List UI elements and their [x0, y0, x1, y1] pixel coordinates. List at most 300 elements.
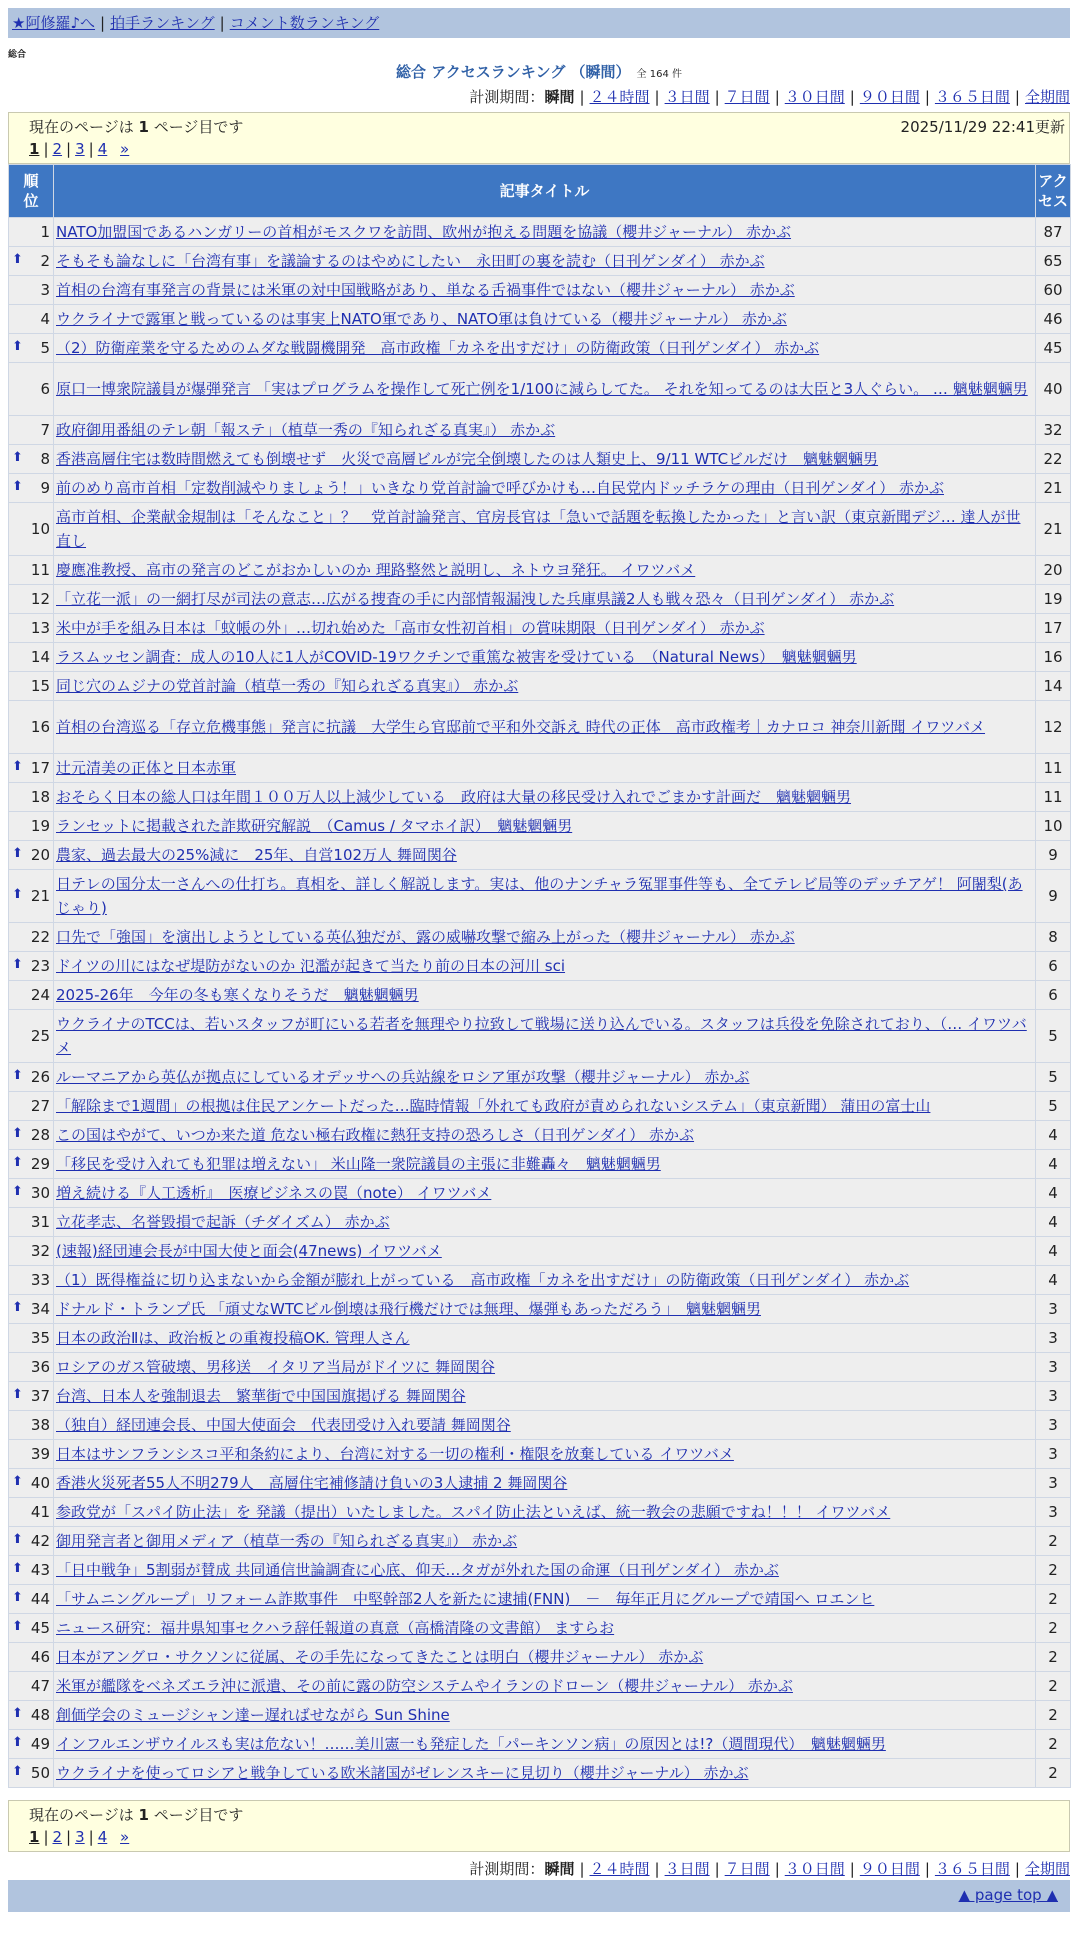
rank-number: 8 [40, 450, 50, 468]
title-cell [54, 1556, 1036, 1585]
rank-up-arrow-icon: ⬆ [12, 252, 23, 267]
table-row [9, 1353, 1071, 1382]
title-cell [54, 870, 1036, 923]
rank-up-arrow-icon: ⬆ [12, 1387, 23, 1402]
rank-number: 2 [40, 252, 50, 270]
access-count: 3 [1036, 1440, 1071, 1469]
period-selector-bottom [469, 1858, 1070, 1879]
access-count: 10 [1036, 812, 1071, 841]
article-title-link[interactable]: 高市首相、企業献金規制は「そんなこと」？ 党首討論発言、官房長官は「急いで話題を転換したかった」と言い訳（東京新聞デジ… 達人が世直し [56, 508, 1021, 550]
rank-number: 48 [30, 1706, 50, 1724]
pager-next-link[interactable]: » [120, 1828, 130, 1846]
pager-separator: | [66, 140, 72, 158]
article-title-link[interactable]: (速報)経団連会長が中国大使と面会(47news) イワツバメ [56, 1242, 442, 1260]
article-title-link[interactable]: 口先で「強国」を演出しようとしている英仏独だが、露の威嚇攻撃で縮み上がった（櫻井ジャーナル） 赤かぶ [56, 928, 795, 946]
rank-cell [9, 1469, 54, 1498]
period-link-0[interactable]: ２４時間 [589, 1860, 650, 1878]
article-title-link[interactable]: 首相の台湾巡る「存立危機事態」発言に抗議 大学生ら官邸前で平和外交訴え 時代の正体 高市政権考｜カナロコ 神奈川新聞 イワツバメ [56, 718, 986, 736]
period-link-2[interactable]: ７日間 [724, 1860, 770, 1878]
period-separator: | [774, 1860, 780, 1878]
table-row [9, 363, 1071, 416]
access-count: 87 [1036, 218, 1071, 247]
access-count: 17 [1036, 614, 1071, 643]
article-title-link[interactable]: 2025-26年 今年の冬も寒くなりそうだ 魑魅魍魎男 [56, 986, 419, 1004]
rank-cell [9, 1092, 54, 1121]
access-count: 20 [1036, 556, 1071, 585]
period-link-1[interactable]: ３日間 [664, 88, 710, 106]
period-separator: | [654, 88, 660, 106]
title-cell [54, 841, 1036, 870]
period-link-0[interactable]: ２４時間 [589, 88, 650, 106]
access-count: 4 [1036, 1150, 1071, 1179]
table-row [9, 247, 1071, 276]
ranking-title [0, 61, 1078, 82]
nav-link-applause-ranking[interactable]: 拍手ランキング [110, 14, 215, 32]
rank-cell [9, 1121, 54, 1150]
access-count: 14 [1036, 672, 1071, 701]
title-cell [54, 614, 1036, 643]
rank-cell [9, 334, 54, 363]
table-row [9, 754, 1071, 783]
table-row [9, 276, 1071, 305]
pager-link-page[interactable]: 2 [52, 140, 63, 158]
rank-number: 12 [30, 590, 50, 608]
pager-separator [111, 140, 116, 158]
article-title-link[interactable]: 日本の政治Ⅱは、政治板との重複投稿OK. 管理人さん [56, 1329, 410, 1347]
rank-cell [9, 783, 54, 812]
article-title-link[interactable]: ウクライナで露軍と戦っているのは事実上NATO軍であり、NATO軍は負けている（櫻井ジャーナル） 赤かぶ [56, 310, 787, 328]
access-count: 16 [1036, 643, 1071, 672]
table-row [9, 445, 1071, 474]
rank-cell [9, 556, 54, 585]
rank-up-arrow-icon: ⬆ [12, 1068, 23, 1083]
rank-number: 36 [30, 1358, 50, 1376]
access-count: 2 [1036, 1614, 1071, 1643]
access-count: 46 [1036, 305, 1071, 334]
access-count: 2 [1036, 1556, 1071, 1585]
top-nav-bar [8, 8, 1070, 38]
article-title-link[interactable]: NATO加盟国であるハンガリーの首相がモスクワを訪問、欧州が抱える問題を協議（櫻井ジャーナル） 赤かぶ [56, 223, 792, 241]
rank-cell [9, 614, 54, 643]
article-title-link[interactable]: 「立花一派」の一網打尽が司法の意志…広がる捜査の手に内部情報漏洩した兵庫県議2人も戦々恐々（日刊ゲンダイ） 赤かぶ [56, 590, 895, 608]
article-title-link[interactable]: 政府御用番組のテレ朝「報ステ」（植草一秀の『知られざる真実』） 赤かぶ [56, 421, 556, 439]
period-link-4[interactable]: ９０日間 [859, 88, 920, 106]
rank-cell [9, 672, 54, 701]
period-separator: | [579, 1860, 585, 1878]
pager-link-page[interactable]: 4 [97, 140, 108, 158]
table-row [9, 1585, 1071, 1614]
page-top-link[interactable]: ▲ page top ▲ [958, 1886, 1058, 1904]
period-separator: | [924, 1860, 930, 1878]
article-title-link[interactable]: ウクライナのTCCは、若いスタッフが町にいる若者を無理やり拉致して戦場に送り込んでいる。スタッフは兵役を免除されており、（… イワツバメ [56, 1015, 1027, 1057]
article-title-link[interactable]: 香港火災死者55人不明279人 高層住宅補修請け負いの3人逮捕 2 舞岡関谷 [56, 1474, 568, 1492]
article-title-link[interactable]: 香港高層住宅は数時間燃えても倒壊せず 火災で高層ビルが完全倒壊したのは人類史上、9/11 WTCビルだけ 魑魅魍魎男 [56, 450, 879, 468]
article-title-link[interactable]: 辻元清美の正体と日本赤軍 [56, 759, 237, 777]
rank-cell [9, 1324, 54, 1353]
article-title-link[interactable]: 「解除まで1週間」の根拠は住民アンケートだった…臨時情報「外れても政府が責められないシステム」（東京新聞） 蒲田の富士山 [56, 1097, 931, 1115]
column-header-title: 記事タイトル [54, 165, 1036, 218]
access-count: 8 [1036, 923, 1071, 952]
article-title-link[interactable]: 米中が手を組み日本は「蚊帳の外」…切れ始めた「高市女性初首相」の賞味期限（日刊ゲンダイ） 赤かぶ [56, 619, 765, 637]
title-cell [54, 1759, 1036, 1788]
rank-cell [9, 870, 54, 923]
period-separator: | [579, 88, 585, 106]
rank-up-arrow-icon: ⬆ [12, 1706, 23, 1721]
article-title-link[interactable]: 御用発言者と御用メディア（植草一秀の『知られざる真実』） 赤かぶ [56, 1532, 518, 1550]
rank-cell [9, 1353, 54, 1382]
title-cell [54, 276, 1036, 305]
title-cell [54, 556, 1036, 585]
title-cell [54, 1585, 1036, 1614]
pager-bottom [29, 1828, 129, 1846]
pager-link-page[interactable]: 3 [75, 1828, 85, 1846]
rank-number: 41 [30, 1503, 50, 1521]
rank-number: 39 [30, 1445, 50, 1463]
article-title-link[interactable]: 日テレの国分太一さんへの仕打ち。真相を、詳しく解説します。実は、他のナンチャラ冤罪事件等も、全てテレビ局等のデッチアゲ！ 阿闍梨(あじゃり) [56, 875, 1023, 917]
title-cell [54, 1672, 1036, 1701]
table-row [9, 1150, 1071, 1179]
table-row [9, 1440, 1071, 1469]
page-info-top [8, 112, 1070, 164]
article-title-link[interactable]: ドナルド・トランプ氏 「頑丈なWTCビル倒壊は飛行機だけでは無理、爆弾もあっただろう」 魑魅魍魎男 [56, 1300, 761, 1318]
rank-number: 21 [30, 887, 50, 905]
rank-number: 47 [30, 1677, 50, 1695]
rank-cell [9, 416, 54, 445]
title-cell [54, 1237, 1036, 1266]
rank-number: 49 [30, 1735, 50, 1753]
title-cell [54, 1440, 1036, 1469]
title-cell [54, 1150, 1036, 1179]
table-row [9, 1382, 1071, 1411]
pager-separator: | [43, 1828, 49, 1846]
article-title-link[interactable]: 立花孝志、名誉毀損で起訴（チダイズム） 赤かぶ [56, 1213, 390, 1231]
rank-up-arrow-icon: ⬆ [12, 846, 23, 861]
table-row [9, 1614, 1071, 1643]
rank-number: 15 [30, 677, 50, 695]
rank-cell [9, 1672, 54, 1701]
article-title-link[interactable]: 米軍が艦隊をベネズエラ沖に派遣、その前に露の防空システムやイランのドローン（櫻井ジャーナル） 赤かぶ [56, 1677, 793, 1695]
period-link-1[interactable]: ３日間 [664, 1860, 710, 1878]
rank-number: 38 [30, 1416, 50, 1434]
rank-number: 4 [40, 310, 50, 328]
rank-number: 9 [40, 479, 50, 497]
nav-separator: | [100, 14, 106, 32]
period-link-6[interactable]: 全期間 [1024, 1860, 1070, 1878]
pager-separator [111, 1828, 116, 1846]
rank-number: 13 [30, 619, 50, 637]
rank-number: 20 [30, 846, 50, 864]
rank-cell [9, 1063, 54, 1092]
rank-cell [9, 363, 54, 416]
access-count: 60 [1036, 276, 1071, 305]
nav-link-comment-ranking[interactable]: コメント数ランキング [229, 14, 380, 32]
article-title-link[interactable]: ルーマニアから英仏が拠点にしているオデッサへの兵站線をロシア軍が攻撃（櫻井ジャーナル） 赤かぶ [56, 1068, 750, 1086]
title-cell [54, 754, 1036, 783]
access-count: 2 [1036, 1701, 1071, 1730]
title-cell [54, 1701, 1036, 1730]
article-title-link[interactable]: 日本がアングロ・サクソンに従属、その手先になってきたことは明白（櫻井ジャーナル） 赤かぶ [56, 1648, 704, 1666]
ranking-table-body [9, 218, 1071, 1788]
pager-current-page: 1 [29, 1828, 40, 1846]
rank-cell [9, 754, 54, 783]
rank-cell [9, 981, 54, 1010]
rank-cell [9, 276, 54, 305]
rank-cell [9, 1179, 54, 1208]
article-title-link[interactable]: 慶應准教授、高市の発言のどこがおかしいのか 理路整然と説明し、ネトウヨ発狂。 イワツバメ [56, 561, 696, 579]
access-count: 12 [1036, 701, 1071, 754]
rank-up-arrow-icon: ⬆ [12, 1184, 23, 1199]
period-separator: | [774, 88, 780, 106]
pager-current-page: 1 [29, 140, 40, 158]
rank-number: 19 [30, 817, 50, 835]
period-link-3[interactable]: ３０日間 [784, 1860, 845, 1878]
nav-separator: | [219, 14, 225, 32]
access-count: 4 [1036, 1237, 1071, 1266]
article-title-link[interactable]: 同じ穴のムジナの党首討論（植草一秀の『知られざる真実』） 赤かぶ [56, 677, 519, 695]
table-row [9, 1208, 1071, 1237]
rank-number: 7 [40, 421, 50, 439]
rank-number: 31 [30, 1213, 50, 1231]
article-title-link[interactable]: 参政党が「スパイ防止法」を 発議（提出）いたしました。スパイ防止法といえば、統一教会の悲願ですね！！！ イワツバメ [56, 1503, 891, 1521]
access-count: 3 [1036, 1498, 1071, 1527]
title-cell [54, 1295, 1036, 1324]
period-separator: | [1014, 1860, 1020, 1878]
table-row [9, 1527, 1071, 1556]
article-title-link[interactable]: そもそも論なしに「台湾有事」を議論するのはやめにしたい 永田町の裏を読む（日刊ゲンダイ） 赤かぶ [56, 252, 765, 270]
article-title-link[interactable]: おそらく日本の総人口は年間１００万人以上減少している 政府は大量の移民受け入れでごまかす計画だ 魑魅魍魎男 [56, 788, 852, 806]
pager-link-page[interactable]: 3 [75, 140, 85, 158]
rank-number: 11 [30, 561, 50, 579]
access-count: 2 [1036, 1672, 1071, 1701]
table-row [9, 218, 1071, 247]
table-row [9, 1643, 1071, 1672]
ranking-table [8, 164, 1071, 1788]
article-title-link[interactable]: 台湾、日本人を強制退去 繁華街で中国国旗掲げる 舞岡関谷 [56, 1387, 466, 1405]
rank-cell [9, 585, 54, 614]
article-title-link[interactable]: （2）防衛産業を守るためのムダな戦闘機開発 高市政権「カネを出すだけ」の防衛政策（日刊ゲンダイ） 赤かぶ [56, 339, 820, 357]
title-cell [54, 1527, 1036, 1556]
table-row [9, 305, 1071, 334]
period-separator: | [714, 88, 720, 106]
table-row [9, 952, 1071, 981]
period-separator: | [924, 88, 930, 106]
access-count: 21 [1036, 503, 1071, 556]
title-cell [54, 1353, 1036, 1382]
rank-cell [9, 1643, 54, 1672]
article-title-link[interactable]: ニュース研究：福井県知事セクハラ辞任報道の真意（高橋清隆の文書館） ますらお [56, 1619, 615, 1637]
article-title-link[interactable]: 「移民を受け入れても犯罪は増えない」 米山隆一衆院議員の主張に非難轟々 魑魅魍魎男 [56, 1155, 661, 1173]
article-title-link[interactable]: ランセットに掲載された詐欺研究解説 （Camus / タマホイ訳） 魑魅魍魎男 [56, 817, 573, 835]
rank-number: 40 [30, 1474, 50, 1492]
article-title-link[interactable]: 首相の台湾有事発言の背景には米軍の対中国戦略があり、単なる舌禍事件ではない（櫻井ジャーナル） 赤かぶ [56, 281, 795, 299]
article-title-link[interactable]: ラスムッセン調査：成人の10人に1人がCOVID-19ワクチンで重篤な被害を受けている （Natural News） 魑魅魍魎男 [56, 648, 857, 666]
period-link-5[interactable]: ３６５日間 [934, 88, 1010, 106]
table-row [9, 812, 1071, 841]
pager-separator: | [66, 1828, 72, 1846]
access-count: 2 [1036, 1585, 1071, 1614]
period-separator: | [714, 1860, 720, 1878]
article-title-link[interactable]: 日本はサンフランシスコ平和条約により、台湾に対する一切の権利・権限を放棄している イワツバメ [56, 1445, 734, 1463]
title-cell [54, 1324, 1036, 1353]
rank-up-arrow-icon: ⬆ [12, 450, 23, 465]
pager-separator: | [43, 140, 49, 158]
rank-number: 18 [30, 788, 50, 806]
title-cell [54, 783, 1036, 812]
rank-number: 23 [30, 957, 50, 975]
table-row [9, 923, 1071, 952]
rank-cell [9, 1208, 54, 1237]
rank-up-arrow-icon: ⬆ [12, 1300, 23, 1315]
article-title-link[interactable]: 前のめり高市首相「定数削減やりましょう！」いきなり党首討論で呼びかけも…自民党内ドッチラケの理由（日刊ゲンダイ） 赤かぶ [56, 479, 944, 497]
pager-next-link[interactable]: » [120, 140, 130, 158]
rank-cell [9, 1411, 54, 1440]
period-link-4[interactable]: ９０日間 [859, 1860, 920, 1878]
rank-number: 30 [30, 1184, 50, 1202]
article-title-link[interactable]: ロシアのガス管破壊、男移送 イタリア当局がドイツに 舞岡関谷 [56, 1358, 496, 1376]
rank-cell [9, 218, 54, 247]
article-title-link[interactable]: 農家、過去最大の25%減に 25年、自営102万人 舞岡関谷 [56, 846, 457, 864]
period-link-5[interactable]: ３６５日間 [934, 1860, 1010, 1878]
rank-cell [9, 1295, 54, 1324]
article-title-link[interactable]: 原口一博衆院議員が爆弾発言 「実はプログラムを操作して死亡例を1/100に減らしてた。 それを知ってるのは大臣と3人ぐらい。 … 魑魅魍魎男 [56, 380, 1028, 398]
title-cell [54, 1208, 1036, 1237]
table-row [9, 416, 1071, 445]
article-title-link[interactable]: ドイツの川にはなぜ堤防がないのか 氾濫が起きて当たり前の日本の河川 sci [56, 957, 566, 975]
access-count: 9 [1036, 870, 1071, 923]
rank-number: 24 [30, 986, 50, 1004]
access-count: 5 [1036, 1010, 1071, 1063]
column-header-access: アクセス [1036, 165, 1071, 218]
rank-up-arrow-icon: ⬆ [12, 1590, 23, 1605]
table-row [9, 1121, 1071, 1150]
rank-number: 28 [30, 1126, 50, 1144]
article-title-link[interactable]: （1）既得権益に切り込まないから金額が膨れ上がっている 高市政権「カネを出すだけ」の防衛政策（日刊ゲンダイ） 赤かぶ [56, 1271, 910, 1289]
access-count: 22 [1036, 445, 1071, 474]
table-row [9, 1556, 1071, 1585]
rank-number: 33 [30, 1271, 50, 1289]
table-row [9, 1063, 1071, 1092]
article-title-link[interactable]: （独自）経団連会長、中国大使面会 代表団受け入れ要請 舞岡関谷 [56, 1416, 511, 1434]
access-count: 3 [1036, 1469, 1071, 1498]
article-title-link[interactable]: 「日中戦争」5割弱が賛成 共同通信世論調査に心底、仰天…タガが外れた国の命運（日刊ゲンダイ） 赤かぶ [56, 1561, 779, 1579]
table-row [9, 1092, 1071, 1121]
pager-separator: | [88, 1828, 94, 1846]
rank-up-arrow-icon: ⬆ [12, 1619, 23, 1634]
rank-number: 43 [30, 1561, 50, 1579]
rank-cell [9, 1556, 54, 1585]
rank-cell [9, 1382, 54, 1411]
period-separator: | [849, 1860, 855, 1878]
title-cell [54, 952, 1036, 981]
title-cell [54, 981, 1036, 1010]
period-link-3[interactable]: ３０日間 [784, 88, 845, 106]
title-cell [54, 445, 1036, 474]
pager-link-page[interactable]: 4 [97, 1828, 108, 1846]
access-count: 11 [1036, 754, 1071, 783]
rank-up-arrow-icon: ⬆ [12, 887, 23, 902]
rank-number: 29 [30, 1155, 50, 1173]
rank-cell [9, 841, 54, 870]
period-link-2[interactable]: ７日間 [724, 88, 770, 106]
rank-up-arrow-icon: ⬆ [12, 957, 23, 972]
table-row [9, 870, 1071, 923]
rank-number: 10 [30, 520, 50, 538]
title-cell [54, 474, 1036, 503]
page-info-bottom [8, 1800, 1070, 1852]
pager-top [29, 140, 129, 158]
title-cell [54, 334, 1036, 363]
rank-up-arrow-icon: ⬆ [12, 1735, 23, 1750]
rank-up-arrow-icon: ⬆ [12, 759, 23, 774]
rank-cell [9, 1266, 54, 1295]
period-separator: | [849, 88, 855, 106]
access-count: 2 [1036, 1759, 1071, 1788]
access-count: 65 [1036, 247, 1071, 276]
article-title-link[interactable]: この国はやがて、いつか来た道 危ない極右政権に熱狂支持の恐ろしさ（日刊ゲンダイ） 赤かぶ [56, 1126, 695, 1144]
title-cell [54, 1266, 1036, 1295]
nav-link-asyura[interactable]: ★阿修羅♪へ [12, 14, 96, 32]
rank-up-arrow-icon: ⬆ [12, 1561, 23, 1576]
rank-cell [9, 1498, 54, 1527]
pager-link-page[interactable]: 2 [52, 1828, 63, 1846]
access-count: 4 [1036, 1121, 1071, 1150]
title-cell [54, 1121, 1036, 1150]
rank-number: 32 [30, 1242, 50, 1260]
period-label: 計測期間： [469, 1860, 545, 1878]
period-current: 瞬間 [544, 88, 575, 106]
article-title-link[interactable]: ウクライナを使ってロシアと戦争している欧米諸国がゼレンスキーに見切り（櫻井ジャーナル） 赤かぶ [56, 1764, 749, 1782]
title-cell [54, 1179, 1036, 1208]
title-cell [54, 1010, 1036, 1063]
rank-number: 35 [30, 1329, 50, 1347]
table-row [9, 783, 1071, 812]
rank-cell [9, 1150, 54, 1179]
table-row [9, 1672, 1071, 1701]
article-title-link[interactable]: 「サムニングループ」リフォーム詐欺事件 中堅幹部2人を新たに逮捕(FNN) － 毎年正月にグループで靖国へ ロエンヒ [56, 1590, 875, 1608]
rank-number: 37 [30, 1387, 50, 1405]
current-page-text: 現在のページは 1 ページ目です [29, 1806, 244, 1824]
title-cell [54, 812, 1036, 841]
title-cell [54, 1092, 1036, 1121]
table-row [9, 1730, 1071, 1759]
rank-number: 5 [40, 339, 50, 357]
access-count: 3 [1036, 1324, 1071, 1353]
access-count: 2 [1036, 1643, 1071, 1672]
article-title-link[interactable]: 増え続ける『人工透析』 医療ビジネスの罠（note） イワツバメ [56, 1184, 492, 1202]
title-cell [54, 1469, 1036, 1498]
period-link-6[interactable]: 全期間 [1024, 88, 1070, 106]
title-cell [54, 416, 1036, 445]
rank-up-arrow-icon: ⬆ [12, 1474, 23, 1489]
article-title-link[interactable]: インフルエンザウイルスも実は危ない！……美川憲一も発症した「パーキンソン病」の原因とは!?（週間現代） 魑魅魍魎男 [56, 1735, 886, 1753]
period-separator: | [1014, 88, 1020, 106]
rank-cell [9, 1701, 54, 1730]
access-count: 2 [1036, 1730, 1071, 1759]
title-cell [54, 363, 1036, 416]
table-row [9, 1010, 1071, 1063]
table-row [9, 643, 1071, 672]
table-row [9, 1411, 1071, 1440]
title-cell [54, 1063, 1036, 1092]
article-title-link[interactable]: 創価学会のミュージシャン達ー遅ればせながら Sun Shine [56, 1706, 450, 1724]
title-cell [54, 672, 1036, 701]
updated-timestamp: 2025/11/29 22:41更新 [900, 118, 1065, 136]
title-cell [54, 701, 1036, 754]
period-label: 計測期間： [469, 88, 545, 106]
rank-cell [9, 1614, 54, 1643]
rank-number: 16 [30, 718, 50, 736]
access-count: 3 [1036, 1353, 1071, 1382]
